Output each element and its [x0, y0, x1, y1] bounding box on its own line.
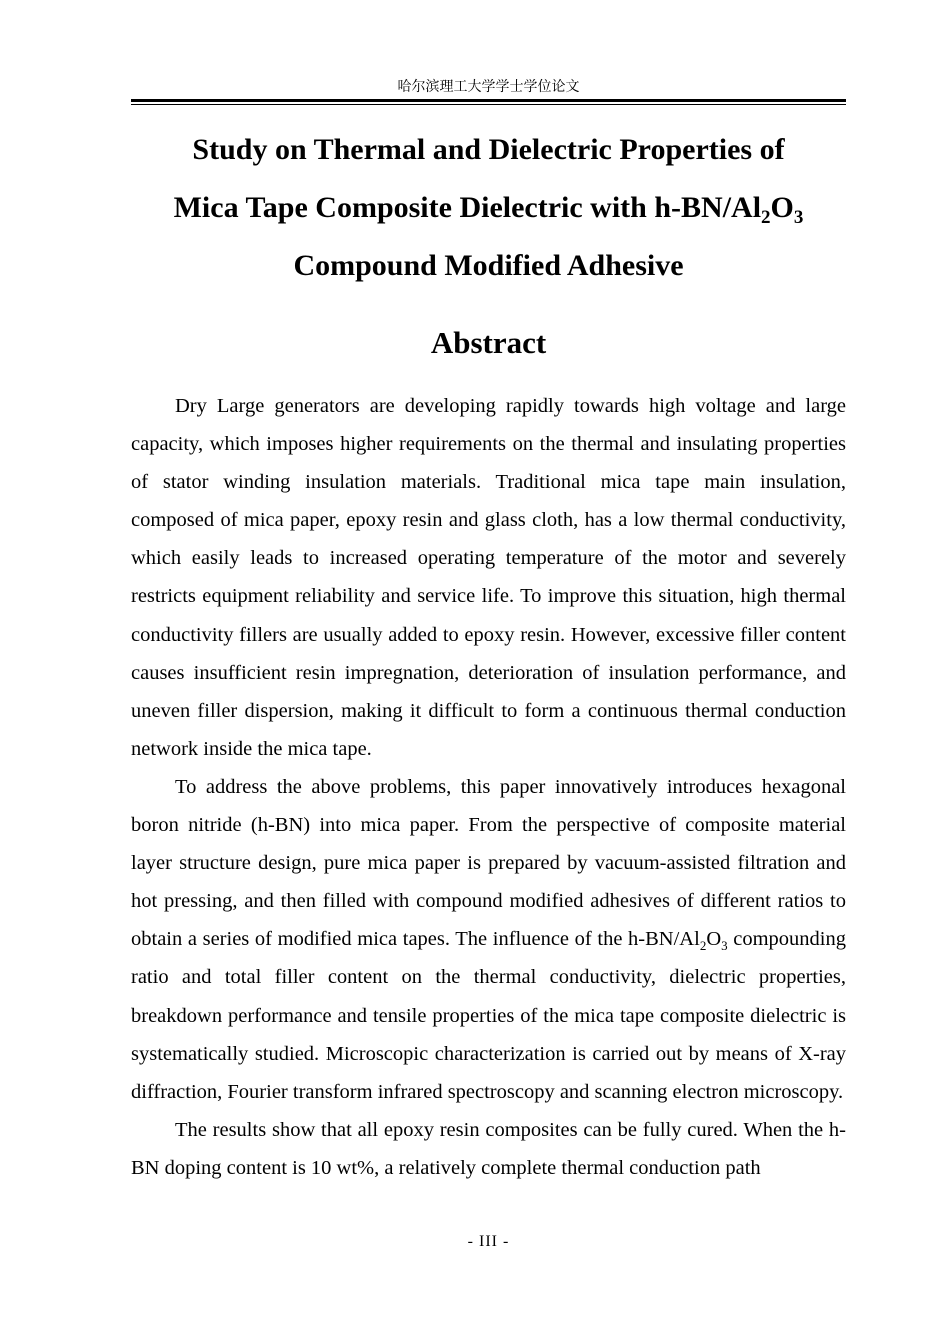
- abstract-body: [131, 387, 846, 1187]
- abstract-heading: Abstract: [430, 325, 547, 360]
- title-line-2-oxygen: O: [770, 191, 794, 224]
- paragraph-2-subscript-3: 3: [721, 938, 728, 954]
- page-number: - III -: [467, 1233, 510, 1250]
- header-rule-thin: [131, 104, 846, 105]
- abstract-paragraph-2: [131, 768, 846, 1111]
- paragraph-2-part-a: To address the above problems, this paper innovatively introduces hexagonal boron nitride (h-BN) into mica paper. From the perspective of composite material layer structure design, pure mica paper is prepared by vacuum-assisted filtration and hot pressing, and then filled with compound modified adhesives of different ratios to obtain a series of modified mica tapes. The influence of the h-BN/Al: [131, 775, 846, 951]
- running-header: 哈尔滨理工大学学士学位论文: [397, 79, 580, 95]
- paragraph-2-subscript-2: 2: [699, 938, 707, 954]
- abstract-paragraph-1: Dry Large generators are developing rapidly towards high voltage and large capacity, which imposes higher requirements on the thermal and insulating properties of stator winding insulation materials. Traditional mica tape main insulation, composed of mica paper, epoxy resin and glass cloth, has a low thermal conductivity, which easily leads to increased operating temperature of the motor and severely restricts equipment reliability and service life. To improve this situation, high thermal conductivity fillers are usually added to epoxy resin. However, excessive filler content causes insufficient resin impregnation, deterioration of insulation performance, and uneven filler dispersion, making it difficult to form a continuous thermal conduction network inside the mica tape.: [131, 395, 846, 760]
- title-line-3: Compound Modified Adhesive: [293, 249, 684, 282]
- title-line-1: Study on Thermal and Dielectric Properties of: [192, 133, 785, 166]
- abstract-paragraph-3: The results show that all epoxy resin composites can be fully cured. When the h-BN doping content is 10 wt%, a relatively complete thermal conduction path: [131, 1118, 846, 1179]
- title-line-2-text: Mica Tape Composite Dielectric with h-BN/Al: [173, 191, 762, 224]
- title-line-2: [173, 191, 804, 228]
- title-subscript-3: 3: [793, 207, 804, 228]
- paper-title: [131, 121, 846, 295]
- paragraph-2-part-b: compounding ratio and total filler content on the thermal conductivity, dielectric properties, breakdown performance and tensile properties of the mica tape composite dielectric is systematically studied. Microscopic characterization is carried out by means of X-ray diffraction, Fourier transform infrared spectroscopy and scanning electron microscopy.: [131, 928, 846, 1103]
- header-rule-thick: [131, 99, 846, 102]
- paragraph-2-oxygen: O: [706, 928, 722, 951]
- title-subscript-2: 2: [761, 207, 771, 228]
